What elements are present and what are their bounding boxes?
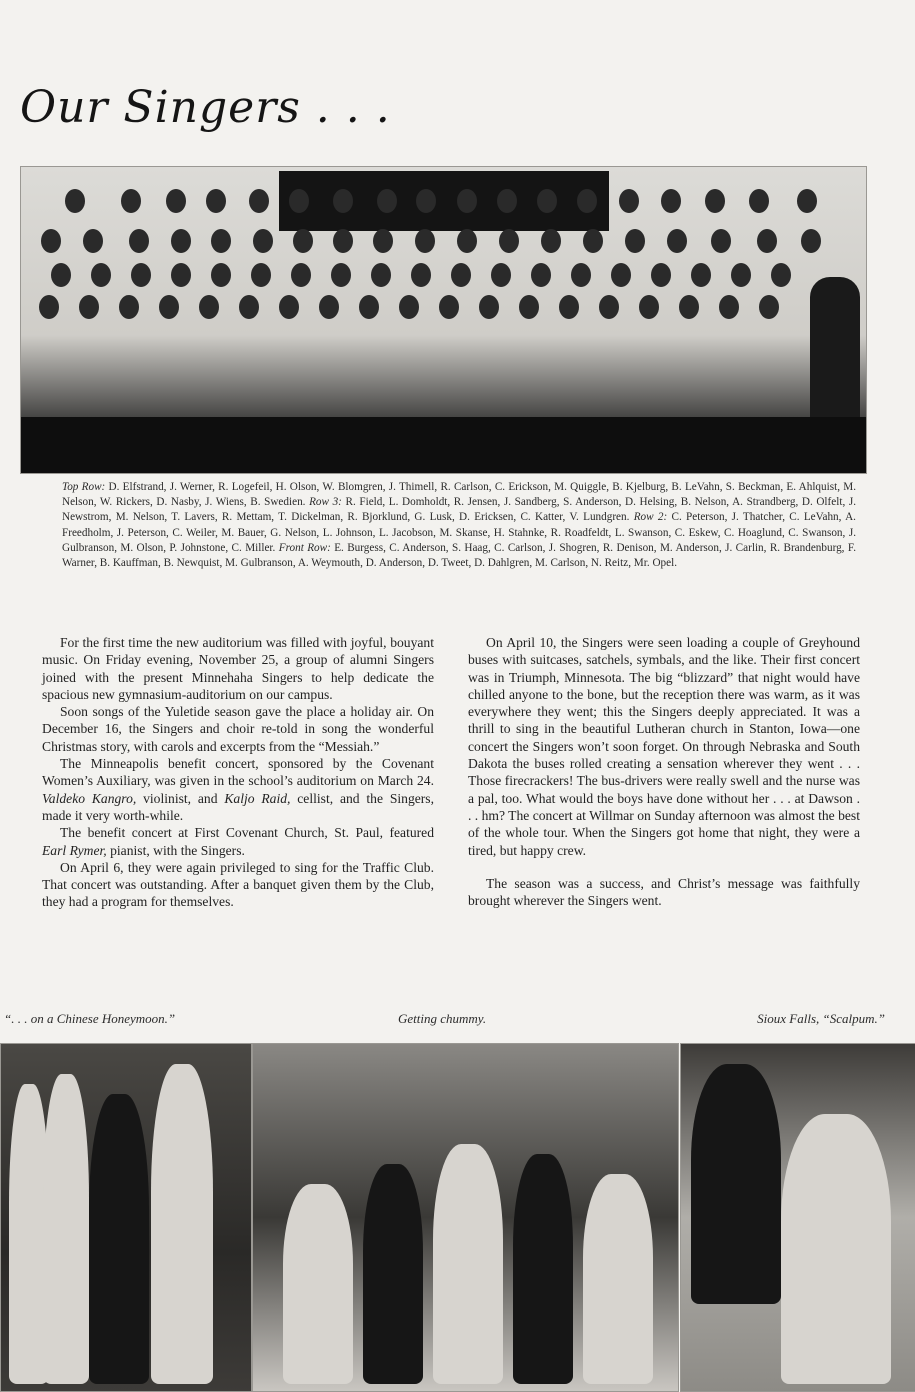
photo-caption-chummy: Getting chummy. <box>398 1011 487 1026</box>
page-title: Our Singers . . . <box>20 82 391 133</box>
right-paragraph-1: On April 10, the Singers were seen loading a couple of Greyhound buses with suitcases, satchels, symbals, and the like. Their first concert was in Triumph, Minnesota. The big “blizzard” that night would have chilled anyone to the bone, but the reception there was warm, as it was everywhere they went; this the Singers deeply appreciated. It was a thrill to sing in the beautiful Lutheran church in Stanton, Iowa—one concert the Singers won’t soon forget. On through Nebraska and South Dakota the buses rolled creating a sensation wherever they went . . . Those firecrackers! The bus-drivers were really swell and the nurse was a pal, too. What would the boys have done without her . . . at Dawson . . . hm? The concert at Willmar on Sunday afternoon was almost the best of the whole tour. When the Singers got home that night, they were a tired, but happy crew. <box>468 635 860 858</box>
left-paragraph-4: The benefit concert at First Covenant Church, St. Paul, featured Earl Rymer, pianist, with the Singers. <box>42 825 434 858</box>
photo-row-top <box>21 189 866 231</box>
right-paragraph-2: The season was a success, and Christ’s message was faithfully brought wherever the Singers went. <box>468 875 860 909</box>
choir-photo <box>20 166 867 474</box>
photo-row-front <box>21 295 866 337</box>
caption-row3-label: Row 3: <box>309 496 342 509</box>
photo-sioux-falls <box>680 1043 915 1392</box>
name-rymer: Earl Rymer, <box>42 842 107 858</box>
photo-bus-interior <box>252 1043 679 1392</box>
photo-caption-honeymoon: “. . . on a Chinese Honeymoon.” <box>4 1011 176 1026</box>
caption-top-row-label: Top Row: <box>62 481 106 493</box>
left-paragraph-2: Soon songs of the Yuletide season gave the place a holiday air. On December 16, the Singers and choir re-told in song the wonderful Christmas story, with carols and excerpts from the “Messiah.” <box>42 704 434 754</box>
photo-honeymoon <box>0 1043 252 1392</box>
caption-front-row: E. Burgess, C. Anderson, S. Haag, C. Carlson, J. Shogren, R. Denison, M. Anderson, J. Carlin, R. Brandenburg, F. Warner, B. Kauffman, B. Newquist, M. Gulbranson, A. Weymouth, D. Anderson, D. Tweet, D. Dahlgren, M. Carlson, N. Reitz, Mr. Opel. <box>62 541 856 570</box>
choir-caption <box>62 480 856 571</box>
name-kangro: Valdeko Kangro, <box>42 790 137 806</box>
name-raid: Kaljo Raid, <box>224 790 291 806</box>
stage-floor <box>21 417 866 473</box>
caption-row3: R. Field, L. Domholdt, R. Jensen, J. Sandberg, S. Anderson, D. Helsing, B. Nelson, A. Strandberg, D. Olfelt, J. Newstrom, M. Nelson, T. Lavers, R. Mettam, T. Dickelman, R. Bjorklund, G. Lusk, D. Ericksen, C. Katter, V. Lundgren. <box>62 496 856 524</box>
article-right-column <box>468 634 860 909</box>
caption-row2: C. Peterson, J. Thatcher, C. LeVahn, A. Freedholm, J. Peterson, C. Weiler, M. Bauer, G. Nelson, L. Johnson, L. Jacobson, M. Skanse, H. Stahnke, R. Roadfeldt, L. Swanson, C. Eskew, C. Hoaglund, C. Swanson, J. Gulbranson, M. Olson, P. Johnstone, C. Miller. <box>62 511 856 554</box>
caption-top-row: D. Elfstrand, J. Werner, R. Logefeil, H. Olson, W. Blomgren, J. Thimell, R. Carlson, C. Erickson, M. Quiggle, B. Kjelburg, B. LeVahn, S. Beckman, E. Ahlquist, M. Nelson, W. Rickers, D. Nasby, J. Wiens, B. Swedien. <box>62 481 856 509</box>
article-left-column <box>42 634 434 911</box>
left-paragraph-5: On April 6, they were again privileged to sing for the Traffic Club. That concert was outstanding. After a banquet given them by the Club, they had a program for themselves. <box>42 859 434 910</box>
caption-row2-label: Row 2: <box>633 511 668 524</box>
left-paragraph-1: For the first time the new auditorium was filled with joyful, bouyant music. On Friday evening, November 25, a group of alumni Singers joined with the present Minnehaha Singers to help dedicate the spacious new gymnasium-auditorium on our campus. <box>42 635 434 702</box>
caption-front-row-label: Front Row: <box>278 541 331 554</box>
left-paragraph-3: The Minneapolis benefit concert, sponsored by the Covenant Women’s Auxiliary, was given in the school’s auditorium on March 24. Valdeko Kangro, violinist, and Kaljo Raid, cellist, and the Singers, made it very worth-while. <box>42 756 434 823</box>
photo-caption-scalpum: Sioux Falls, “Scalpum.” <box>757 1011 885 1026</box>
